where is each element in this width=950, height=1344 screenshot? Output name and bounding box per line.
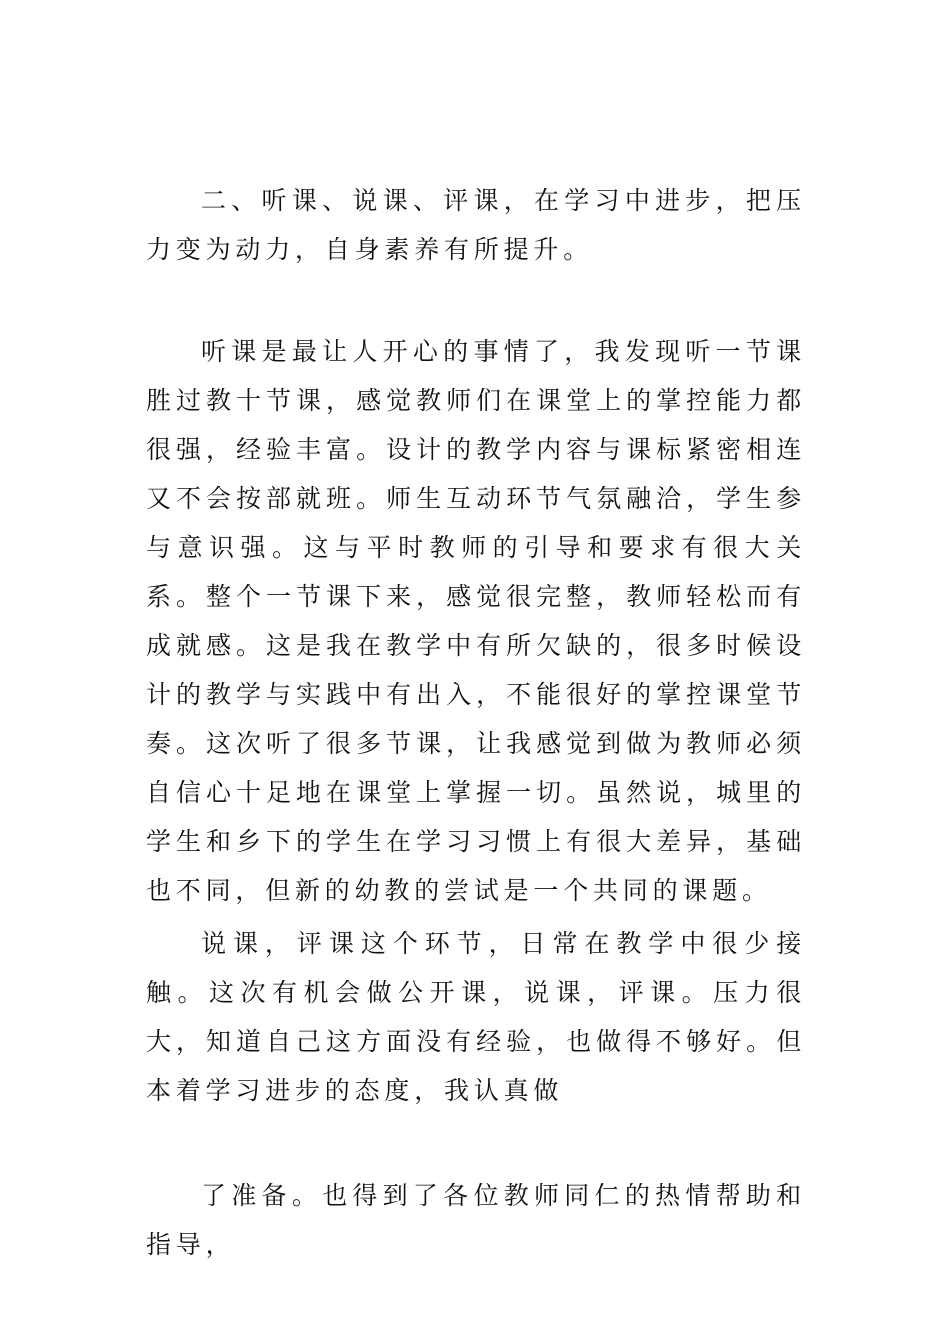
section-heading-paragraph: 二、听课、说课、评课，在学习中进步，把压力变为动力，自身素养有所提升。: [146, 186, 806, 264]
body-paragraph-continued: 了准备。也得到了各位教师同仁的热情帮助和指导，: [146, 1181, 806, 1259]
body-paragraph-listening: 听课是最让人开心的事情了，我发现听一节课胜过教十节课，感觉教师们在课堂上的掌控能力都很强，经验丰富。设计的教学内容与课标紧密相连又不会按部就班。师生互动环节气氛融洽，学生参与意识强。这与平时教师的引导和要求有很大关系。整个一节课下来，感觉很完整，教师轻松而有成就感。这是我在教学中有所欠缺的，很多时候设计的教学与实践中有出入，不能很好的掌控课堂节奏。这次听了很多节课，让我感觉到做为教师必须自信心十足地在课堂上掌握一切。虽然说，城里的学生和乡下的学生在学习习惯上有很大差异，基础也不同，但新的幼教的尝试是一个共同的课题。: [146, 337, 806, 905]
body-paragraph-speaking-evaluating: 说课，评课这个环节，日常在教学中很少接触。这次有机会做公开课，说课，评课。压力很大，知道自己这方面没有经验，也做得不够好。但本着学习进步的态度，我认真做: [146, 929, 806, 1105]
